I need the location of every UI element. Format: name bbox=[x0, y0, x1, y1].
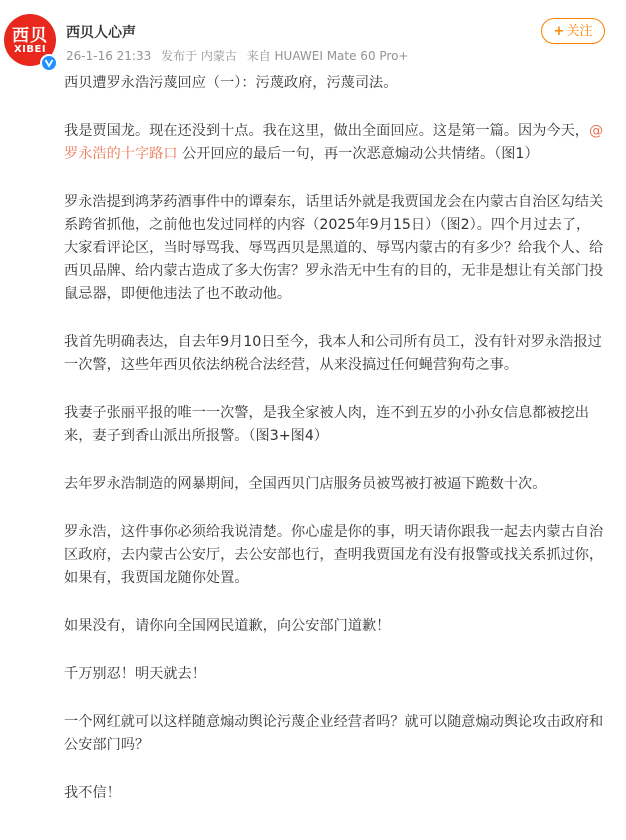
post-paragraph-5: 我妻子张丽平报的唯一一次警，是我全家被人肉，连不到五岁的小孙女信息都被挖出来，妻子到香山派出所报警。（图3+图4） bbox=[64, 405, 589, 444]
post-header bbox=[0, 0, 626, 70]
author-name[interactable]: 西贝人心声 bbox=[66, 25, 136, 41]
post-source: 来自 HUAWEI Mate 60 Pro+ bbox=[246, 49, 409, 63]
post-text: 我是贾国龙。现在还没到十点。我在这里，做出全面回应。这是第一篇。因为今天， bbox=[64, 123, 589, 139]
post-paragraph-6: 去年罗永浩制造的网暴期间，全国西贝门店服务员被骂被打被逼下跪数十次。 bbox=[64, 476, 547, 492]
post-paragraph-4: 我首先明确表达，自去年9月10日至今，我本人和公司所有员工，没有针对罗永浩报过一次警，这些年西贝依法纳税合法经营，从来没搞过任何蝇营狗苟之事。 bbox=[64, 334, 602, 373]
post-paragraph-11: 我不信！ bbox=[64, 785, 121, 801]
post-time[interactable]: 26-1-16 21:33 bbox=[66, 49, 152, 63]
post-text: 公开回应的最后一句，再一次恶意煽动公共情绪。（图1） bbox=[177, 146, 539, 162]
post-paragraph-7: 罗永浩，这件事你必须给我说清楚。你心虚是你的事，明天请你跟我一起去内蒙古自治区政府，去内蒙古公安厅，去公安部也行，查明我贾国龙有没有报警或找关系抓过你，如果有，我贾国龙随你处置。 bbox=[64, 524, 604, 586]
post-paragraph-2 bbox=[64, 120, 604, 166]
post-paragraph-8: 如果没有，请你向全国网民道歉，向公安部门道歉！ bbox=[64, 618, 391, 634]
post-location: 发布于 内蒙古 bbox=[161, 49, 237, 63]
mention-link[interactable]: @罗永浩的十字路口 bbox=[64, 123, 604, 162]
follow-button[interactable] bbox=[541, 18, 605, 44]
post-paragraph-1: 西贝遭罗永浩污蔑回应（一）：污蔑政府，污蔑司法。 bbox=[64, 75, 398, 91]
post-meta bbox=[66, 47, 414, 64]
post-paragraph-9: 千万别忍！明天就去！ bbox=[64, 666, 206, 682]
post-content bbox=[64, 72, 604, 830]
post-paragraph-10: 一个网红就可以这样随意煽动舆论污蔑企业经营者吗？就可以随意煽动舆论攻击政府和公安部门吗？ bbox=[64, 714, 604, 753]
plus-icon: + bbox=[553, 24, 565, 39]
follow-label: 关注 bbox=[566, 24, 593, 39]
post-paragraph-3: 罗永浩提到鸿茅药酒事件中的谭秦东，话里话外就是我贾国龙会在内蒙古自治区勾结关系跨省抓他，之前他也发过同样的内容（2025年9月15日）（图2）。四个月过去了，大家看评论区，当时辱骂我、辱骂西贝是黑道的、辱骂内蒙古的有多少？给我个人、给西贝品牌、给内蒙古造成了多大伤害？罗永浩无中生有的目的，无非是想让有关部门投鼠忌器，即便他违法了也不敢动他。 bbox=[64, 194, 604, 302]
verified-v-icon bbox=[40, 54, 58, 72]
avatar-logo-text-en: XIBEI bbox=[13, 44, 47, 55]
avatar-logo-text-cn: 西贝 bbox=[12, 26, 48, 46]
